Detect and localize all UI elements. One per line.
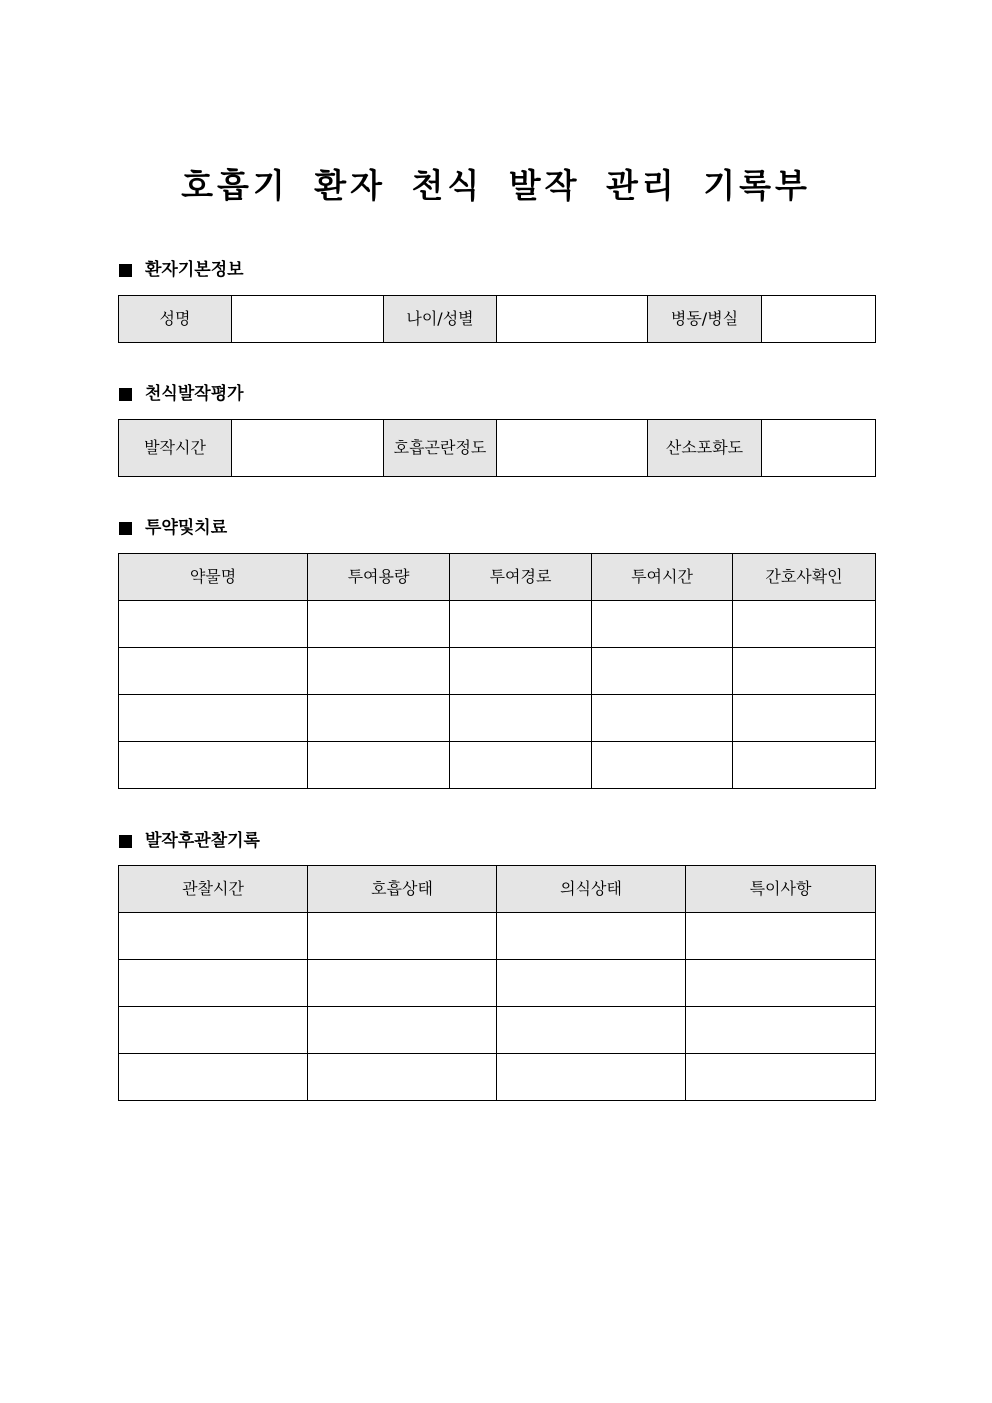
table-cell[interactable] [308, 1007, 497, 1054]
table-cell[interactable] [119, 648, 308, 695]
table-cell[interactable] [497, 1007, 686, 1054]
column-header-observation-time: 관찰시간 [119, 866, 308, 913]
name-field[interactable] [232, 296, 384, 343]
attack-time-field[interactable] [232, 420, 384, 477]
table-cell[interactable] [450, 601, 592, 648]
table-cell[interactable] [308, 742, 450, 789]
table-cell[interactable] [733, 648, 876, 695]
table-cell[interactable] [308, 1054, 497, 1101]
observation-table [118, 865, 876, 1101]
section-heading-observation [119, 829, 260, 853]
black-square-icon [119, 388, 132, 401]
table-cell[interactable] [733, 742, 876, 789]
column-header-admin-time: 투여시간 [592, 554, 733, 601]
table-cell[interactable] [733, 601, 876, 648]
page-title: 호흡기 환자 천식 발작 관리 기록부 [181, 166, 811, 205]
column-header-nurse-check: 간호사확인 [733, 554, 876, 601]
table-row [119, 695, 876, 742]
table-header-row [119, 866, 876, 913]
table-cell[interactable] [119, 960, 308, 1007]
section-heading-label: 투약및치료 [145, 518, 228, 538]
table-cell[interactable] [119, 601, 308, 648]
table-cell[interactable] [308, 960, 497, 1007]
attack-time-label: 발작시간 [119, 420, 232, 477]
table-cell[interactable] [497, 1054, 686, 1101]
table-header-row [119, 554, 876, 601]
column-header-dose: 투여용량 [308, 554, 450, 601]
table-cell[interactable] [592, 648, 733, 695]
column-header-remarks: 특이사항 [686, 866, 876, 913]
table-cell[interactable] [308, 648, 450, 695]
black-square-icon [119, 264, 132, 277]
age-sex-label: 나이/성별 [384, 296, 497, 343]
table-cell[interactable] [733, 695, 876, 742]
table-cell[interactable] [686, 1054, 876, 1101]
table-row [119, 1007, 876, 1054]
table-row [119, 1054, 876, 1101]
dyspnea-level-label: 호흡곤란정도 [384, 420, 497, 477]
column-header-respiratory-status: 호흡상태 [308, 866, 497, 913]
table-cell[interactable] [497, 960, 686, 1007]
table-row [119, 648, 876, 695]
ward-room-label: 병동/병실 [648, 296, 762, 343]
column-header-consciousness: 의식상태 [497, 866, 686, 913]
table-cell[interactable] [119, 1054, 308, 1101]
dyspnea-level-field[interactable] [497, 420, 648, 477]
table-cell[interactable] [119, 1007, 308, 1054]
section-heading-asthma-assessment [119, 382, 244, 406]
table-cell[interactable] [592, 742, 733, 789]
black-square-icon [119, 522, 132, 535]
section-heading-label: 천식발작평가 [145, 384, 244, 404]
table-cell[interactable] [119, 742, 308, 789]
table-cell[interactable] [308, 695, 450, 742]
column-header-drug-name: 약물명 [119, 554, 308, 601]
name-label: 성명 [119, 296, 232, 343]
medication-table [118, 553, 876, 789]
table-row [119, 601, 876, 648]
table-cell[interactable] [592, 601, 733, 648]
table-cell[interactable] [686, 960, 876, 1007]
table-cell[interactable] [686, 913, 876, 960]
section-heading-label: 발작후관찰기록 [145, 831, 260, 851]
table-cell[interactable] [119, 695, 308, 742]
table-cell[interactable] [450, 742, 592, 789]
table-row [119, 913, 876, 960]
table-row [119, 742, 876, 789]
ward-room-field[interactable] [762, 296, 876, 343]
table-cell[interactable] [119, 913, 308, 960]
table-cell[interactable] [497, 913, 686, 960]
table-row [119, 960, 876, 1007]
age-sex-field[interactable] [497, 296, 648, 343]
table-cell[interactable] [308, 601, 450, 648]
table-cell[interactable] [308, 913, 497, 960]
table-cell[interactable] [450, 695, 592, 742]
asthma-assessment-table [118, 419, 876, 477]
table-cell[interactable] [686, 1007, 876, 1054]
oxygen-saturation-field[interactable] [762, 420, 876, 477]
patient-info-table [118, 295, 876, 343]
oxygen-saturation-label: 산소포화도 [648, 420, 762, 477]
table-cell[interactable] [450, 648, 592, 695]
section-heading-label: 환자기본정보 [145, 260, 244, 280]
section-heading-medication [119, 516, 227, 540]
column-header-route: 투여경로 [450, 554, 592, 601]
section-heading-patient-info [119, 258, 244, 282]
table-cell[interactable] [592, 695, 733, 742]
black-square-icon [119, 835, 132, 848]
